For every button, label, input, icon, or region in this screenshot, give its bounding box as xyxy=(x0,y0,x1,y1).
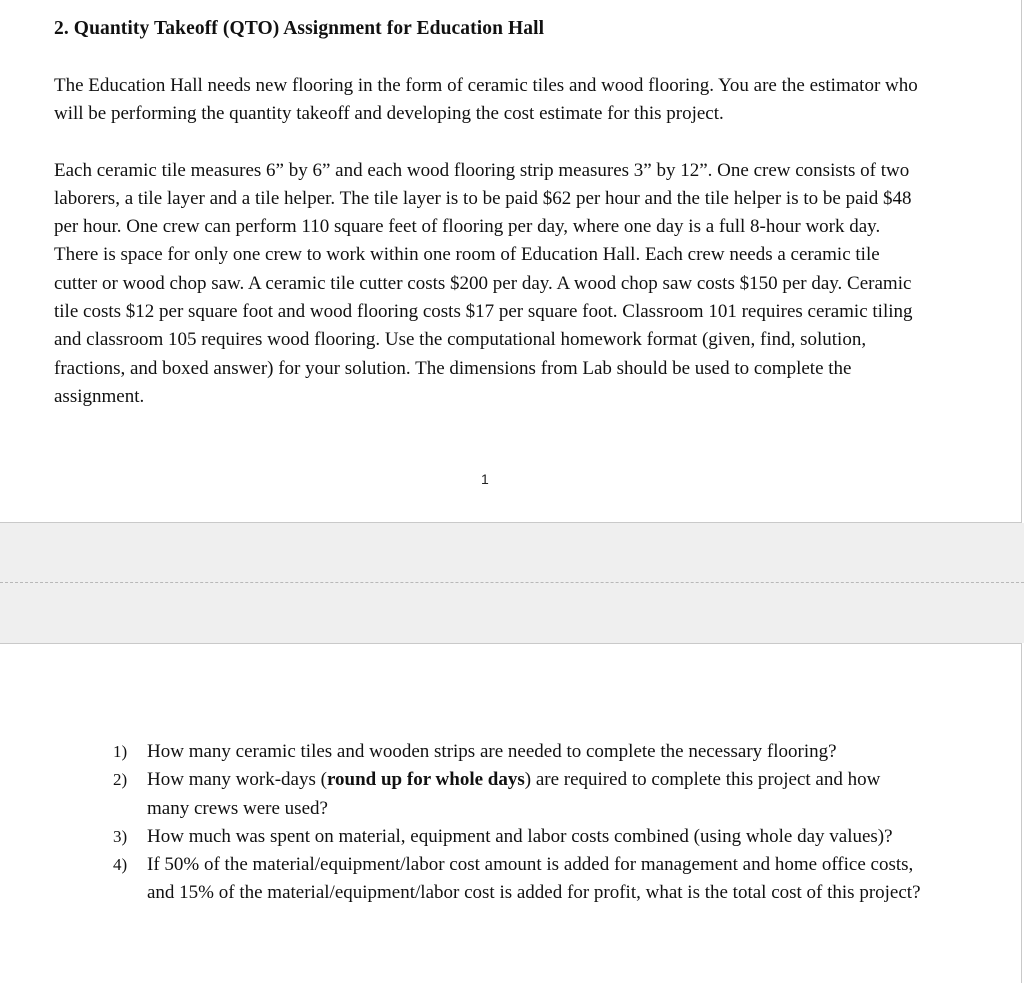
assignment-heading: 2. Quantity Takeoff (QTO) Assignment for Education Hall xyxy=(54,18,545,39)
question-item xyxy=(113,823,923,851)
page-number: 1 xyxy=(481,471,489,487)
page-gap xyxy=(0,523,1024,643)
question-number: 3) xyxy=(113,826,128,846)
question-text: How many ceramic tiles and wooden strips are needed to complete the necessary flooring? xyxy=(147,741,837,762)
question-list xyxy=(113,738,923,908)
question-text-part: How many work-days ( xyxy=(147,769,327,791)
question-text-part: ) are required to complete this project and how many crews were used? xyxy=(147,769,881,819)
intro-paragraph: The Education Hall needs new flooring in the form of ceramic tiles and wood flooring. You are the estimator who will be performing the quantity takeoff and developing the cost estimate for this project. xyxy=(54,75,918,125)
question-text: How much was spent on material, equipment and labor costs combined (using whole day values)? xyxy=(147,825,893,847)
question-item xyxy=(113,851,923,908)
question-number: 4) xyxy=(113,855,128,875)
question-number: 2) xyxy=(113,770,128,790)
page-break-divider xyxy=(0,582,1024,583)
document-page-2 xyxy=(0,643,1022,983)
question-number: 1) xyxy=(113,742,128,761)
page-1-content xyxy=(54,14,924,411)
question-item xyxy=(113,738,923,766)
question-emphasis: round up for whole days xyxy=(326,769,525,791)
question-item xyxy=(113,766,923,823)
details-paragraph: Each ceramic tile measures 6” by 6” and each wood flooring strip measures 3” by 12”. One crew consists of two laborers, a tile layer and a tile helper. The tile layer is to be paid $62 per hour and the tile helper is to be paid $48 per hour. One crew can perform 110 square feet of flooring per day, where one day is a full 8-hour work day. There is space for only one crew to work within one room of Education Hall. Each crew needs a ceramic tile cutter or wood chop saw. A ceramic tile cutter costs $200 per day. A wood chop saw costs $150 per day. Ceramic tile costs $12 per square foot and wood flooring costs $17 per square foot. Classroom 101 requires ceramic tiling and classroom 105 requires wood flooring. Use the computational homework format (given, find, solution, fractions, and boxed answer) for your solution. The dimensions from Lab should be used to complete the assignment. xyxy=(54,159,913,407)
question-text: If 50% of the material/equipment/labor cost amount is added for management and home office costs, and 15% of the material/equipment/labor cost is added for profit, what is the total cost of this project? xyxy=(147,854,921,904)
